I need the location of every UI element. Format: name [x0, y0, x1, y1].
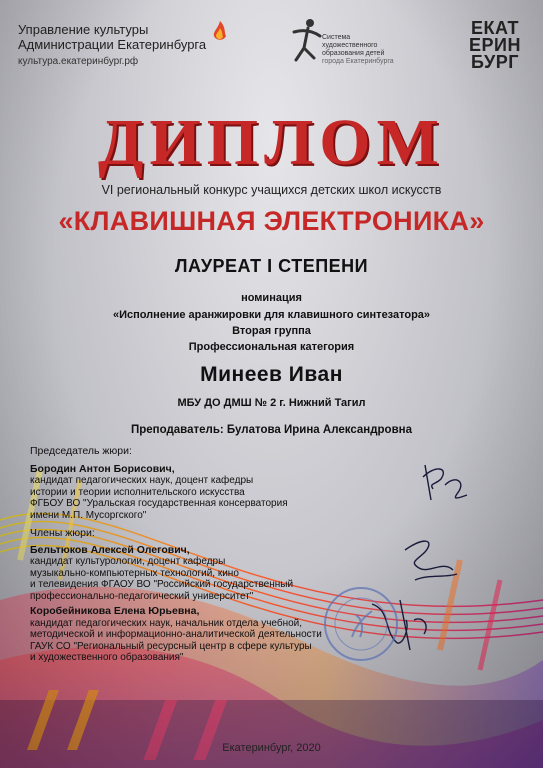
city-logo-line-1: ЕКАТ	[470, 18, 520, 38]
jury-chair-label: Председатель жюри:	[30, 445, 132, 457]
org-line-2: Администрации Екатеринбурга	[18, 37, 207, 52]
flame-logo-icon	[212, 20, 228, 42]
recipient-name: Минеев Иван	[200, 363, 343, 386]
jury-member-2-name: Коробейникова Елена Юрьевна,	[30, 605, 200, 617]
jury-member-1-desc-2: музыкально-компьютерных технологий, кино	[30, 567, 239, 579]
jury-chair-desc-4: имени М.П. Мусоргского"	[30, 509, 147, 521]
official-stamp	[322, 585, 400, 663]
contest-name: «КЛАВИШНАЯ ЭЛЕКТРОНИКА»	[58, 206, 485, 236]
system-line-4: города Екатеринбурга	[322, 58, 394, 65]
teacher: Преподаватель: Булатова Ирина Александровна	[130, 424, 412, 436]
jury-member-1-desc-1: кандидат культурологии, доцент кафедры	[30, 556, 226, 567]
category: Профессиональная категория	[188, 341, 355, 353]
signature-chair	[415, 455, 475, 515]
diploma-title: ДИПЛОМ	[98, 106, 445, 179]
system-line-1: Система	[322, 34, 351, 41]
jury-member-2-desc-1: кандидат педагогических наук, начальник отдела учебной,	[30, 617, 303, 629]
award-level: ЛАУРЕАТ I СТЕПЕНИ	[174, 256, 369, 276]
school-name: МБУ ДО ДМШ № 2 г. Нижний Тагил	[177, 397, 366, 409]
nomination: «Исполнение аранжировки для клавишного синтезатора»	[112, 309, 431, 321]
jury-member-1-desc-3: и телевидения ФГАОУ ВО "Российский государственный	[30, 579, 294, 590]
jury-chair-desc-2: истории и теории исполнительского искусства	[30, 486, 245, 498]
org-line-1: Управление культуры	[18, 22, 149, 37]
jury-member-1-name: Бельтюков Алексей Олегович,	[30, 543, 190, 556]
jury-chair-block	[30, 446, 350, 521]
age-group: Вторая группа	[232, 325, 311, 337]
jury-members-label: Члены жюри:	[30, 527, 95, 539]
organization-url: культура.екатеринбург.рф	[18, 56, 139, 67]
signature-member-1	[395, 530, 465, 590]
jury-members-block	[30, 528, 350, 602]
dancer-logo-icon	[290, 18, 324, 62]
jury-member-1-desc-4: профессионально-педагогический университет"	[30, 590, 254, 602]
jury-chair-desc-3: ФГБОУ ВО "Уральская государственная консерватория	[30, 498, 288, 509]
organization-name	[18, 22, 206, 52]
system-line-3: образования детей	[322, 50, 385, 57]
jury-chair-desc-1: кандидат педагогических наук, доцент кафедры	[30, 475, 254, 486]
jury-member-2-desc-3: ГАУК СО "Региональный ресурсный центр в сфере культуры	[30, 640, 312, 652]
nomination-label: номинация	[241, 292, 302, 304]
place-and-year: Екатеринбург, 2020	[222, 742, 321, 754]
jury-chair-name: Бородин Антон Борисович,	[30, 462, 175, 475]
city-logo	[460, 20, 530, 71]
jury-member-2-desc-2: методической и информационно-аналитической деятельности	[30, 629, 322, 640]
system-logo-text	[322, 34, 412, 66]
jury-member-2-block	[30, 606, 350, 664]
city-logo-line-2: ЕРИН	[469, 35, 521, 55]
system-line-2: художественного	[322, 42, 378, 49]
jury-member-2-desc-4: и художественного образования"	[30, 652, 184, 663]
contest-description: VI региональный конкурс учащихся детских школ искусств	[101, 183, 442, 197]
city-logo-line-3: БУРГ	[471, 52, 519, 72]
